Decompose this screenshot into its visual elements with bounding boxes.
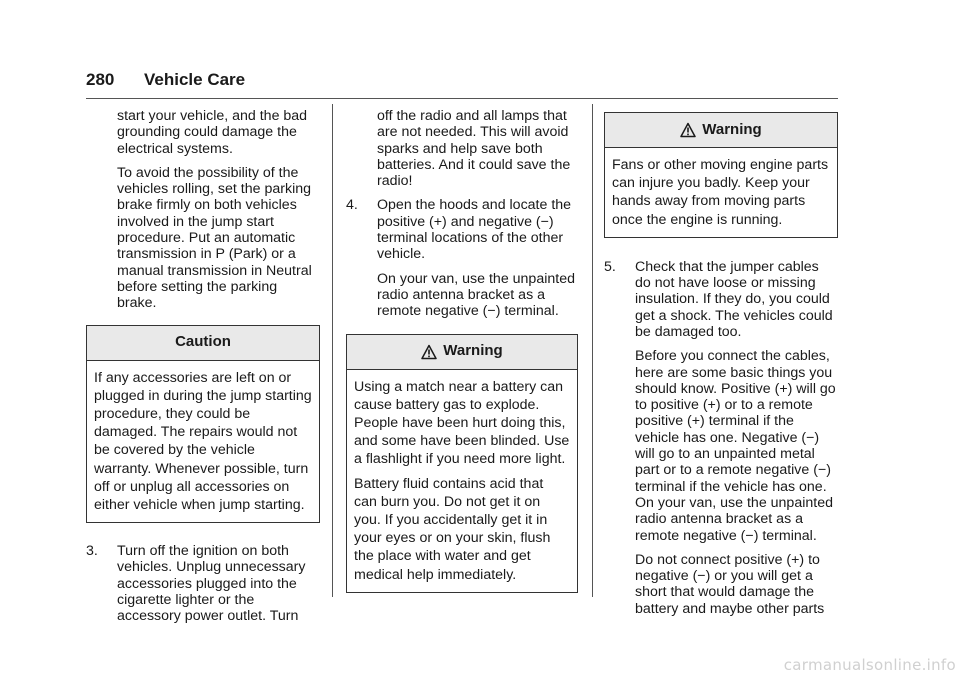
column-2: [346, 108, 578, 593]
step-number: 5.: [604, 258, 616, 275]
continued-paragraph: start your vehicle, and the bad grounding could damage the electrical systems.: [117, 108, 308, 157]
step-number: 3.: [86, 543, 98, 560]
caution-box-header: [87, 326, 319, 361]
warning-text-2: Battery fluid contains acid that can burn you. Do not get it on you. If you accidentally get it in your eyes or on your skin, flush the place with water and get medical help immediately.: [354, 475, 551, 583]
column-1: [86, 108, 320, 625]
cable-basics-paragraph: Before you connect the cables, here are some basic things you should know. Positive (+) will go to positive (+) or to a remote positive (+) terminal if the vehicle has one. Negative (−) will go to an unpainted metal part or to a remote negative (−) terminal if the vehicle has one. On your van, use the unpainted radio antenna bracket as a remote negative (−) terminal.: [635, 348, 836, 544]
page-number: 280: [86, 70, 115, 89]
warning-box-body: [605, 148, 837, 237]
section-title: Vehicle Care: [144, 70, 246, 89]
step-3: [86, 543, 320, 624]
step-number: 4.: [346, 197, 358, 214]
warning-box-battery: [346, 334, 578, 593]
step-text: Turn off the ignition on both vehicles. Unplug unnecessary accessories plugged into the cigarette lighter or the accessory power outlet. Turn: [117, 543, 306, 625]
continued-paragraph: off the radio and all lamps that are not needed. This will avoid sparks and help save both batteries. And it could save the radio!: [377, 108, 571, 190]
step-text: Open the hoods and locate the positive (+) and negative (−) terminal locations of the other vehicle.: [377, 197, 572, 263]
warning-text: Fans or other moving engine parts can injure you badly. Keep your hands away from moving parts once the engine is running.: [612, 157, 829, 228]
caution-text: If any accessories are left on or plugged in during the jump starting procedure, they could be damaged. The repairs would not be covered by the vehicle warranty. Whenever possible, turn off or unplug all accessories on either vehicle when jump starting.: [94, 369, 312, 513]
warning-box-body: [347, 370, 577, 592]
column-divider-right: [592, 104, 593, 597]
parking-brake-paragraph: To avoid the possibility of the vehicles rolling, set the parking brake firmly on both vehicles involved in the jump start procedure. Put an automatic transmission in P (Park) or a manual transmission in Neutral before setting the parking brake.: [117, 164, 312, 312]
warning-box-header: [347, 335, 577, 370]
step-4: [346, 197, 578, 262]
warning-box-fans: [604, 112, 838, 238]
step-text: Check that the jumper cables do not have loose or missing insulation. If they do, you could get a shock. The vehicles could be damaged too.: [635, 258, 833, 340]
caution-title: Caution: [175, 333, 231, 351]
antenna-bracket-paragraph: On your van, use the unpainted radio antenna bracket as a remote negative (−) terminal.: [377, 270, 575, 320]
warning-title: Warning: [702, 120, 762, 138]
header-rule: [86, 98, 838, 99]
column-divider-left: [332, 104, 333, 597]
watermark: carmanualsonline.info: [783, 656, 956, 674]
column-3: [604, 112, 838, 625]
warning-title: Warning: [443, 342, 503, 360]
warning-triangle-icon: [680, 122, 696, 138]
short-circuit-paragraph: Do not connect positive (+) to negative (−) or you will get a short that would damage the battery and maybe other parts: [635, 551, 825, 617]
warning-text-1: Using a match near a battery can cause battery gas to explode. People have been hurt doing this, and some have been blinded. Use a flashlight if you need more light.: [354, 378, 570, 468]
step-5: [604, 259, 838, 340]
page-header: [86, 70, 245, 90]
warning-triangle-icon: [421, 344, 437, 360]
warning-box-header: [605, 113, 837, 148]
caution-box: [86, 325, 320, 524]
caution-box-body: [87, 361, 319, 523]
